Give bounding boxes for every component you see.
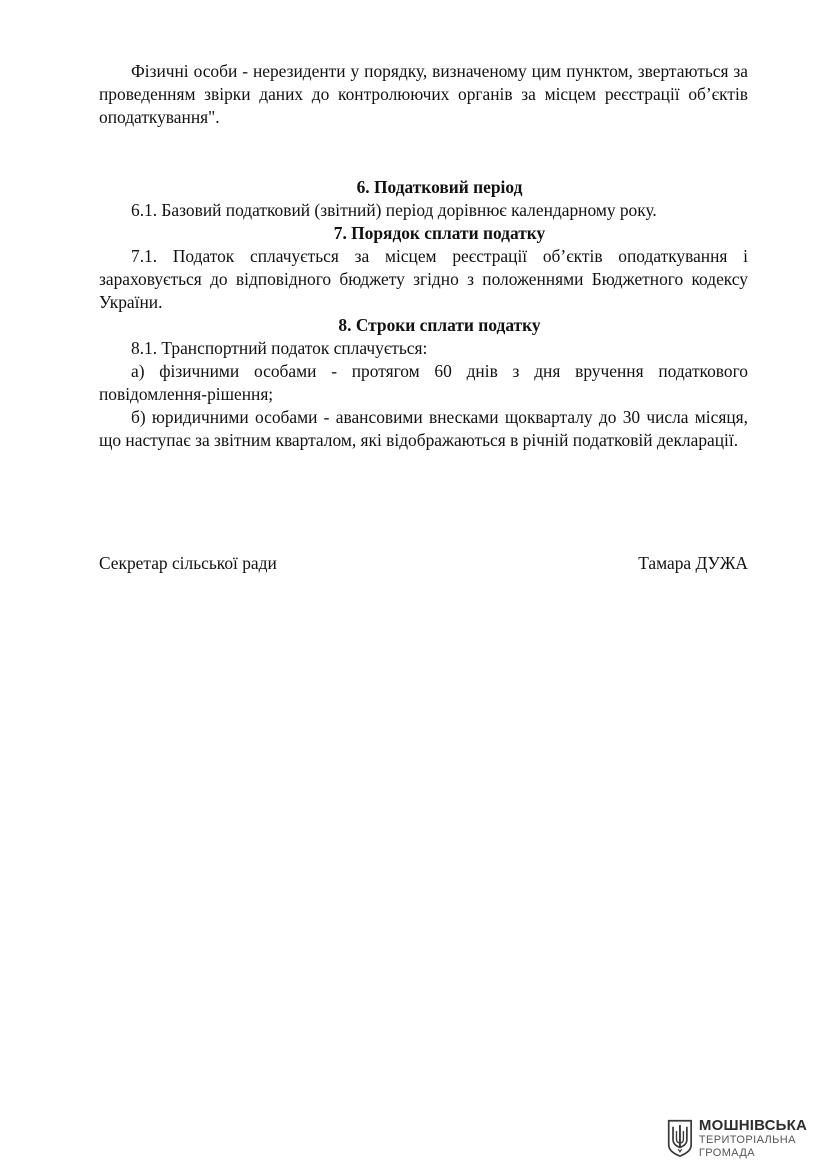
document-body: [99, 60, 748, 452]
section-7-heading: 7. Порядок сплати податку: [333, 223, 546, 243]
section-6-heading: 6. Податковий період: [356, 177, 523, 197]
section-6-paragraph-1: 6.1. Базовий податковий (звітний) період дорівнює календарному року.: [131, 200, 657, 220]
section-8-paragraph-1: 8.1. Транспортний податок сплачується:: [131, 338, 428, 358]
logo-line-1: МОШНІВСЬКА: [698, 1116, 807, 1134]
signature-name: Тамара ДУЖА: [638, 553, 748, 573]
section-8-paragraph-2: а) фізичними особами - протягом 60 днів з дня вручення податкового повідомлення-рішення;: [99, 361, 748, 404]
signature-block: [99, 552, 748, 575]
community-logo: [667, 1115, 807, 1161]
logo-text: [699, 1118, 807, 1159]
section-8-heading: 8. Строки сплати податку: [338, 315, 541, 335]
section-7-paragraph-1: 7.1. Податок сплачується за місцем реєстрації об’єктів оподаткування і зараховується до відповідного бюджету згідно з положеннями Бюджетного кодексу України.: [99, 246, 748, 312]
section-8-paragraph-3: б) юридичними особами - авансовими внесками щокварталу до 30 числа місяця, що наступає за звітним кварталом, які відображаються в річній податковій декларації.: [99, 407, 748, 450]
logo-line-3: ГРОМАДА: [698, 1146, 755, 1159]
trident-crest-icon: [667, 1116, 693, 1160]
signature-position: Секретар сільської ради: [99, 553, 277, 573]
logo-line-2: ТЕРИТОРІАЛЬНА: [698, 1133, 796, 1146]
section-spacer: [99, 129, 748, 176]
intro-paragraph: Фізичні особи - нерезиденти у порядку, визначеному цим пунктом, звертаються за проведенням звірки даних до контролюючих органів за місцем реєстрації об’єктів оподаткування".: [99, 61, 748, 127]
